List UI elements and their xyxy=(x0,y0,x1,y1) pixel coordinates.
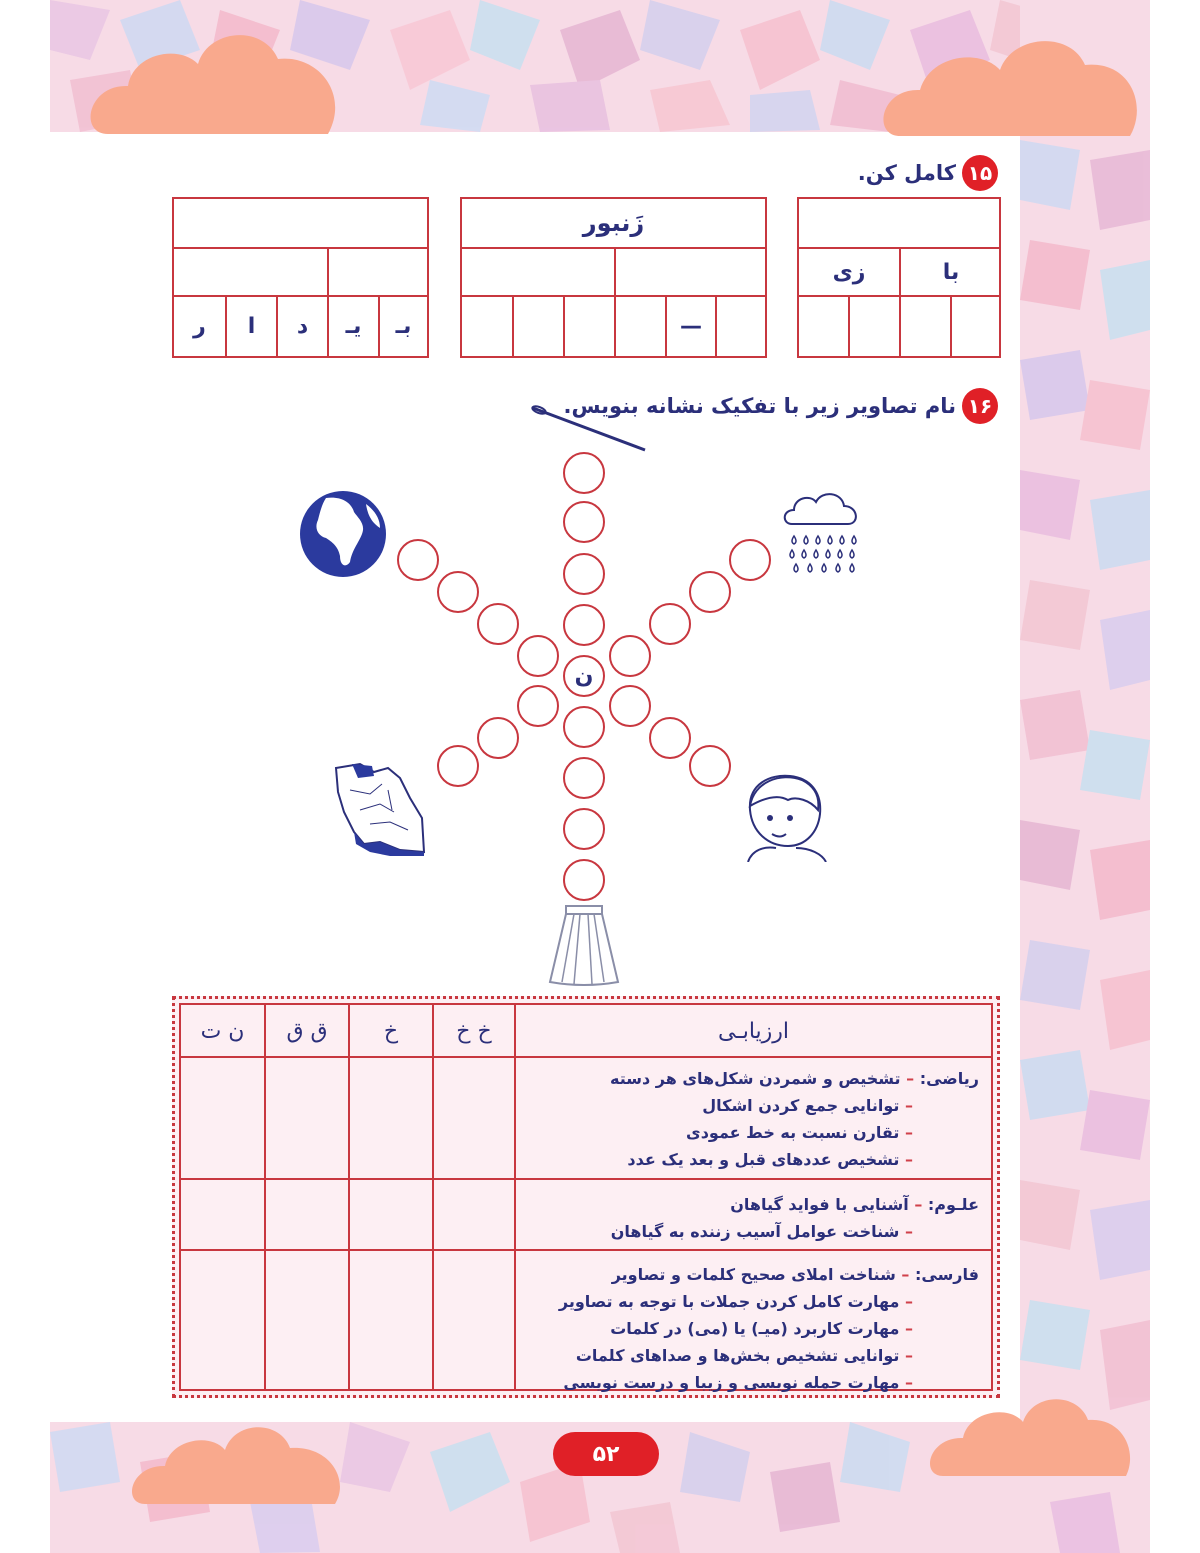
letter-cell[interactable] xyxy=(799,297,848,356)
syllable-cell[interactable]: زی xyxy=(832,259,866,285)
letter-circle[interactable] xyxy=(517,635,559,677)
syllable-cell[interactable] xyxy=(462,249,614,295)
skill-item: مهارت کاربرد (میـ) یا (می) در کلمات xyxy=(610,1319,900,1338)
word-box-2 xyxy=(460,197,767,358)
letter-cell[interactable] xyxy=(563,297,614,356)
subject-label: علـوم: xyxy=(927,1195,979,1214)
needle-icon xyxy=(525,402,650,454)
letter-circle[interactable] xyxy=(563,452,605,494)
skill-item: مهارت جمله نویسی و زیبا و درست نویسی xyxy=(563,1373,900,1392)
letter-cell[interactable] xyxy=(950,297,1001,356)
skill-item: تقارن نسبت به خط عمودی xyxy=(686,1123,900,1142)
letter-circle[interactable] xyxy=(437,745,479,787)
question-number-badge: ۱۶ xyxy=(962,388,998,424)
letter-row xyxy=(462,297,765,356)
evaluation-table-grid xyxy=(179,1003,993,1391)
word-text: زَنبور xyxy=(582,209,645,237)
letter-cell[interactable] xyxy=(614,297,665,356)
center-letter-circle: ن xyxy=(563,655,605,697)
letter-row xyxy=(799,297,999,356)
letter-circle[interactable] xyxy=(649,603,691,645)
cloud-top-left xyxy=(88,24,350,138)
letter-circle[interactable] xyxy=(563,604,605,646)
divider xyxy=(181,1249,991,1251)
letter-circle[interactable] xyxy=(729,539,771,581)
divider xyxy=(514,1005,516,1389)
column-header: خ خ xyxy=(456,1018,492,1044)
letter-circle[interactable] xyxy=(609,685,651,727)
rain-cloud-icon xyxy=(782,488,860,580)
skill-item: توانایی جمع کردن اشکال xyxy=(702,1096,900,1115)
divider xyxy=(181,1178,991,1180)
math-section: ریاضی: – تشخیص و شمردن شکل‌های هر دسته xyxy=(609,1069,979,1088)
letter-circle[interactable] xyxy=(609,635,651,677)
letter-cell[interactable] xyxy=(848,297,899,356)
letter-cell[interactable] xyxy=(462,297,512,356)
letter-circle[interactable] xyxy=(517,685,559,727)
skill-item: تشخیص و شمردن شکل‌های هر دسته xyxy=(609,1069,901,1088)
letter-circle[interactable] xyxy=(563,553,605,595)
word-row[interactable] xyxy=(462,199,765,249)
math-skills: – توانایی جمع کردن اشکال – تقارن نسبت به خط عمودی – تشخیص عددهای قبل و بعد یک عدد xyxy=(627,1096,913,1169)
boy-icon xyxy=(740,770,830,862)
evaluation-title: ارزیابـی xyxy=(717,1018,790,1044)
letter-circle[interactable] xyxy=(477,603,519,645)
letter-circle[interactable] xyxy=(563,706,605,748)
word-box-3 xyxy=(172,197,429,358)
column-header: ق ق xyxy=(286,1018,328,1044)
persian-section: فارسی: – شناخت املای صحیح کلمات و تصاویر xyxy=(611,1265,979,1284)
skill-item: شناخت املای صحیح کلمات و تصاویر xyxy=(611,1265,896,1284)
globe-icon xyxy=(296,488,390,580)
subject-label: فارسی: xyxy=(914,1265,979,1284)
iran-map-icon xyxy=(330,760,428,858)
column-header: ن ت xyxy=(200,1018,245,1044)
letter-cell[interactable] xyxy=(512,297,563,356)
skill-item: توانایی تشخیص بخش‌ها و صداهای کلمات xyxy=(575,1346,900,1365)
letter-circle[interactable] xyxy=(689,571,731,613)
skill-item: مهارت کامل کردن جملات با توجه به تصاویر xyxy=(558,1292,900,1311)
question-title: کامل کن. xyxy=(857,161,956,185)
letter-cell[interactable] xyxy=(899,297,950,356)
letter-circle[interactable] xyxy=(563,501,605,543)
word-row[interactable] xyxy=(174,199,427,249)
divider xyxy=(432,1005,434,1389)
letter-circle[interactable] xyxy=(397,539,439,581)
letter-cell[interactable] xyxy=(715,297,765,356)
divider xyxy=(348,1005,350,1389)
letter-circle[interactable] xyxy=(477,717,519,759)
evaluation-table xyxy=(172,996,1000,1398)
letter-cell[interactable]: — xyxy=(665,297,715,356)
syllable-cell[interactable] xyxy=(174,249,327,295)
letter-cell[interactable]: ا xyxy=(225,297,276,356)
letter-circle[interactable] xyxy=(563,808,605,850)
question-title: نام تصاویر زیر با تفکیک نشانه بنویس. xyxy=(563,394,956,418)
science-skills: – شناخت عوامل آسیب زننده به گیاهان xyxy=(610,1222,913,1241)
syllable-row xyxy=(799,249,999,297)
syllable-row xyxy=(462,249,765,297)
persian-skills: – مهارت کامل کردن جملات با توجه به تصاویر – مهارت کاربرد (میـ) یا (می) در کلمات – توانایی تشخیص بخش‌ها و صداهای کلمات – مهارت جمله نویسی و زیبا و درست نویسی xyxy=(558,1292,913,1392)
syllable-cell[interactable] xyxy=(327,249,427,295)
letter-cell[interactable]: یـ xyxy=(327,297,378,356)
word-row[interactable] xyxy=(799,199,999,249)
subject-label: ریاضی: xyxy=(919,1069,979,1088)
letter-circle[interactable] xyxy=(563,859,605,901)
skirt-icon xyxy=(548,902,620,986)
question-15-heading xyxy=(858,155,998,191)
cloud-top-right xyxy=(880,30,1148,140)
cloud-bottom-right xyxy=(928,1392,1138,1478)
letter-cell[interactable]: بـ xyxy=(378,297,427,356)
word-box-1 xyxy=(797,197,1001,358)
mosaic-background-right xyxy=(1020,0,1150,1553)
cloud-bottom-left xyxy=(130,1420,350,1506)
letter-cell[interactable]: د xyxy=(276,297,327,356)
syllable-cell[interactable]: با xyxy=(899,249,1001,295)
page-number: ۵۲ xyxy=(553,1432,659,1476)
science-section: علـوم: – آشنایی با فواید گیاهان xyxy=(730,1195,979,1214)
letter-circle[interactable] xyxy=(689,745,731,787)
letter-circle[interactable] xyxy=(649,717,691,759)
letter-circle[interactable] xyxy=(437,571,479,613)
letter-circle[interactable] xyxy=(563,757,605,799)
skill-item: شناخت عوامل آسیب زننده به گیاهان xyxy=(610,1222,900,1241)
skill-item: تشخیص عددهای قبل و بعد یک عدد xyxy=(627,1150,900,1169)
skill-item: آشنایی با فواید گیاهان xyxy=(730,1195,909,1214)
letter-cell[interactable]: ر xyxy=(193,314,206,339)
letter-row xyxy=(174,297,427,356)
column-header: خ xyxy=(383,1018,399,1044)
syllable-cell[interactable] xyxy=(614,249,765,295)
syllable-row xyxy=(174,249,427,297)
question-number-badge: ۱۵ xyxy=(962,155,998,191)
divider xyxy=(264,1005,266,1389)
